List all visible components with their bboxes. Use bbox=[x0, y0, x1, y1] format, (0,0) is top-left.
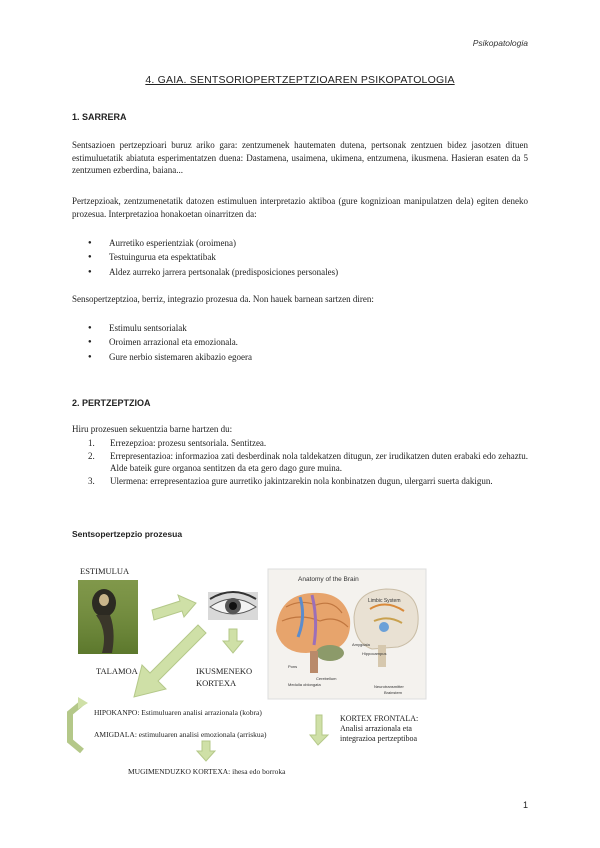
label-mugimenduzko: MUGIMENDUZKO KORTEXA: ihesa edo borroka bbox=[128, 767, 286, 776]
label-kortex-frontala-3: integrazioa pertzeptiboa bbox=[340, 734, 418, 743]
paragraph-sarrera-3: Sensopertzeptzioa, berriz, integrazio prozesua da. Non hauek barnean sartzen diren: bbox=[72, 294, 374, 304]
brain-label: Neurotransmitter bbox=[374, 684, 404, 689]
process-steps-list bbox=[88, 437, 528, 487]
arrow-down-icon bbox=[197, 741, 215, 761]
paragraph-sarrera-2: Pertzepzioak, zentzumenetatik datozen estimuluen interpretazio aktiboa (gure kognizioan manipulatzen dela) egiten deneko prozesua. Interpretazioa honakoetan oinarritzen da: bbox=[72, 196, 528, 219]
brain-title: Anatomy of the Brain bbox=[298, 576, 359, 583]
brain-anatomy-image bbox=[268, 569, 426, 699]
label-hipokanpo: HIPOKANPO: Estimuluaren analisi arrazionala (kobra) bbox=[94, 708, 262, 717]
list-item: ● Aldez aurreko jarrera pertsonalak (predisposiciones personales) bbox=[88, 265, 338, 279]
label-estimulua: ESTIMULUA bbox=[80, 566, 130, 576]
running-header: Psikopatologia bbox=[472, 38, 528, 48]
brain-label: Pons bbox=[288, 664, 298, 669]
arrow-right-icon bbox=[152, 595, 196, 620]
arrow-loop-icon bbox=[70, 703, 82, 751]
list-item: ● Oroimen arrazional eta emozionala. bbox=[88, 335, 252, 349]
page-title: 4. GAIA. SENTSORIOPERTZEPTZIOAREN PSIKOPATOLOGIA bbox=[145, 74, 455, 86]
eye-photo bbox=[208, 592, 258, 620]
limbic-label: Limbic System bbox=[368, 598, 401, 604]
interpretation-list bbox=[88, 236, 338, 279]
diagram-heading: Sentsopertzepzio prozesua bbox=[72, 529, 183, 539]
label-talamoa: TALAMOA bbox=[96, 666, 138, 676]
paragraph-pertzeptzioa-intro: Hiru prozesuen sekuentzia barne hartzen du: bbox=[72, 424, 233, 434]
brain-label: Brainstem bbox=[384, 690, 403, 695]
label-amigdala: AMIGDALA: estimuluaren analisi emozionala (arriskua) bbox=[94, 730, 267, 739]
label-kortex-frontala-2: Analisi arrazionala eta bbox=[340, 724, 412, 733]
brain-label: Medulla oblongata bbox=[288, 682, 321, 687]
integration-list bbox=[88, 321, 252, 364]
list-item: 1. Errezepzioa: prozesu sentsoriala. Sentitzea. bbox=[88, 438, 267, 448]
sensoperception-diagram bbox=[0, 555, 600, 785]
list-item: ● Testuingurua eta espektatibak bbox=[88, 250, 338, 264]
label-kortexa: KORTEXA bbox=[196, 678, 237, 688]
cobra-photo bbox=[78, 580, 138, 654]
list-item: 2. Errepresentazioa: informazioa zati desberdinak nola taldekatzen ditugun, zer irudikatzen duten erabaki edo zehaztu. Alde bateik gure organoa sentitzen da eta gero dago gure muina. bbox=[88, 450, 528, 473]
list-item: ● Estimulu sentsorialak bbox=[88, 321, 252, 335]
brain-label: Amygdala bbox=[352, 642, 370, 647]
brain-label: Hippocampus bbox=[362, 651, 387, 656]
list-item: 3. Ulermena: errepresentazioa gure aurretiko jakintzarekin nola konbinatzen dugun, ulergarri suerta dakigun. bbox=[88, 475, 493, 486]
list-item: ● Aurretiko esperientziak (oroimena) bbox=[88, 236, 338, 250]
label-kortex-frontala: KORTEX FRONTALA: bbox=[340, 714, 419, 723]
brain-label: Cerebellum bbox=[316, 676, 337, 681]
page-number: 1 bbox=[522, 800, 528, 810]
section-heading-sarrera: 1. SARRERA bbox=[72, 112, 127, 122]
label-ikusmeneko: IKUSMENEKO bbox=[196, 666, 253, 676]
paragraph-sarrera-1: Sentsazioen pertzepzioari buruz ariko gara: zentzumenek hautematen dutena, pertsonak zentzuen bidez jasotzen dituen estimuluetatik abiatuta esperimentatzen duena: Dastamena, usaimena, ukimena, entzumena, ikusmena. Hasieran esaten da 5 zentzumen ezberdina, baiana... bbox=[72, 140, 528, 175]
arrow-down-icon bbox=[223, 629, 243, 653]
section-heading-pertzeptzioa: 2. PERTZEPTZIOA bbox=[72, 398, 151, 408]
arrow-down-icon bbox=[310, 715, 328, 745]
list-item: ● Gure nerbio sistemaren akibazio egoera bbox=[88, 350, 252, 364]
